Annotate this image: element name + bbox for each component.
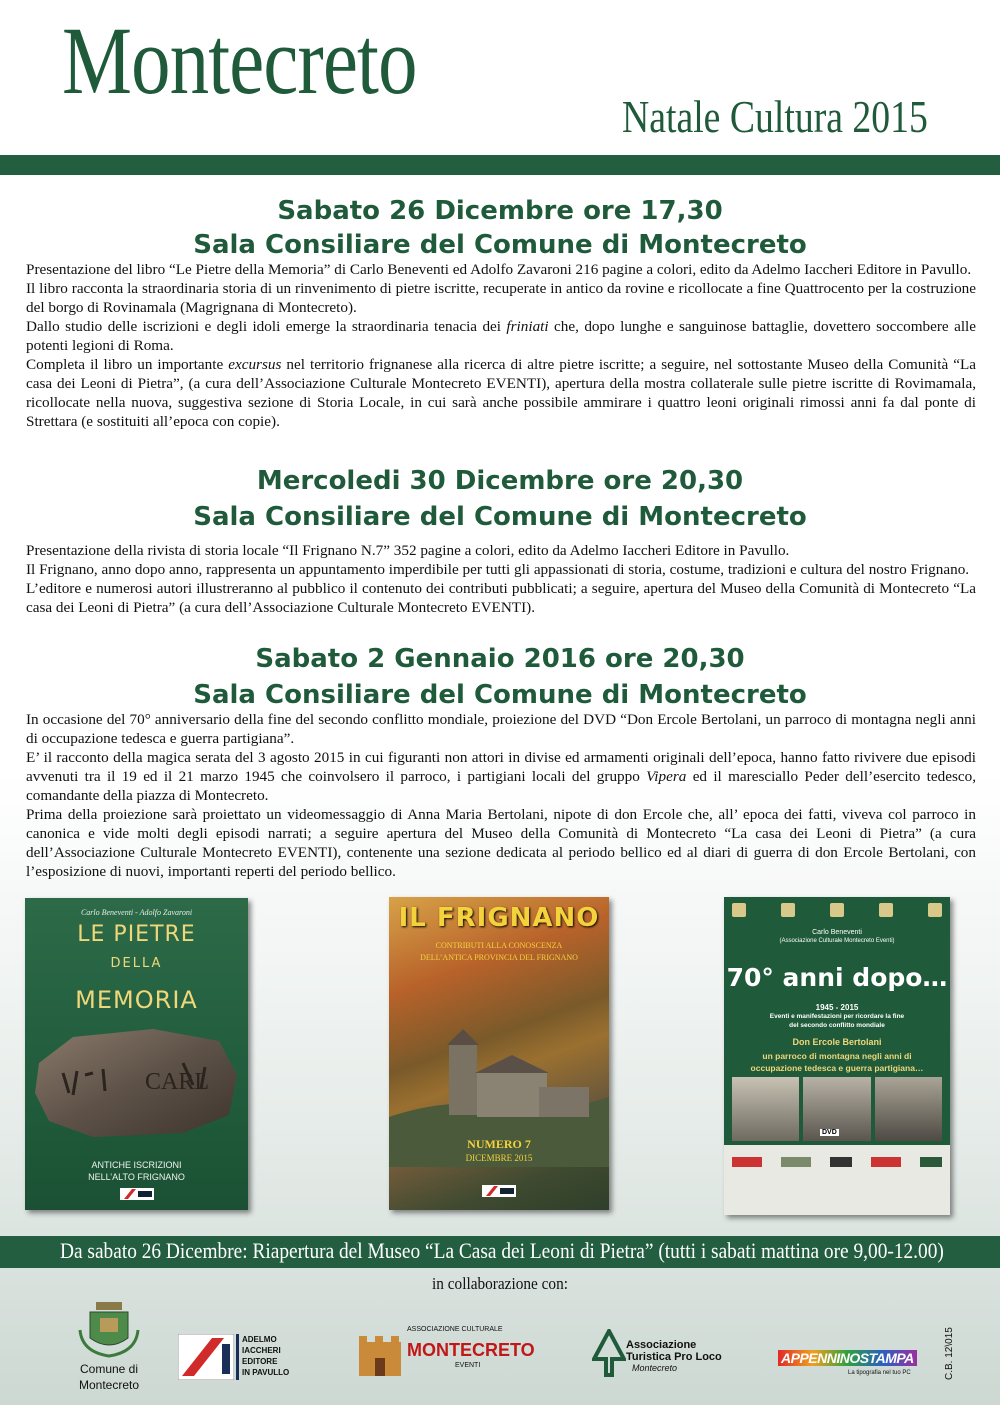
partner-comune-montecreto — [72, 1300, 146, 1396]
event-1-venue: Sala Consiliare del Comune di Montecreto — [193, 230, 807, 260]
sponsor-logo-row — [732, 1153, 942, 1171]
book-cover-le-pietre-della-memoria — [25, 898, 248, 1210]
cover-authors: Carlo Beneventi - Adolfo Zavaroni — [80, 908, 193, 917]
event-3-date: Sabato 2 Gennaio 2016 ore 20,30 — [255, 644, 745, 674]
cover-author: Carlo Beneventi — [812, 929, 862, 936]
event-2-paragraph: Presentazione della rivista di storia locale “Il Frignano N.7” 352 pagine a colori, edito da Adelmo Iaccheri Editore in Pavullo. — [26, 542, 790, 559]
partner-label: EDITORE — [242, 1357, 278, 1366]
cover-title-line: DELLA — [110, 956, 163, 971]
crest-icon — [928, 903, 942, 917]
event-3-paragraph: E’ il racconto della magica serata del 3 agosto 2015 in cui figuranti non attori in divise ed armamenti originali dell’epoca, hanno fatto rivivere due episodi avvenuti tra il 19 ed il 21 marzo 1945 che coinvolsero il parroco, i partigiani locali del gruppo Vipera ed il maresciallo Peder dell’esercito tedesco, comandante della piazza di Montecreto. — [26, 749, 976, 804]
sponsor-logo — [732, 1157, 762, 1167]
partner-label: Comune di — [79, 1362, 139, 1376]
photo — [732, 1077, 799, 1141]
partner-label: Montecreto — [632, 1363, 678, 1373]
partner-label: La tipografia nel tuo PC — [848, 1370, 911, 1376]
cover-description: occupazione tedesca e guerra partigiana… — [750, 1063, 924, 1073]
partner-label: MONTECRETO — [407, 1340, 535, 1360]
event-1-date: Sabato 26 Dicembre ore 17,30 — [277, 196, 723, 226]
event-3-paragraph: In occasione del 70° anniversario della fine del secondo conflitto mondiale, proiezione del DVD “Don Ercole Bertolani, un parroco di montagna negli anni di occupazione tedesca e guerra partigiana”. — [26, 711, 976, 747]
cover-title: IL FRIGNANO — [398, 903, 600, 933]
sponsor-logo — [871, 1157, 901, 1167]
cover-title: 70° anni dopo… — [726, 963, 948, 992]
print-code: C.B. 12\015 — [944, 1327, 955, 1380]
dvd-cover-70-anni-dopo — [724, 897, 950, 1215]
photo — [875, 1077, 942, 1141]
cover-issue-date: DICEMBRE 2015 — [465, 1153, 533, 1163]
crest-icon — [879, 903, 893, 917]
cover-subtitle: ANTICHE ISCRIZIONI — [91, 1160, 182, 1170]
museum-reopening-notice: Da sabato 26 Dicembre: Riapertura del Museo “La Casa dei Leoni di Pietra” (tutti i sabati mattina ore 9,00-12.00) — [60, 1238, 944, 1263]
cover-subtitle: del secondo conflitto mondiale — [789, 1022, 885, 1029]
sponsor-logo — [920, 1157, 942, 1167]
collaboration-label: in collaborazione con: — [432, 1274, 568, 1293]
crest-row — [732, 903, 942, 917]
publisher-mark-icon — [482, 1185, 516, 1197]
partner-associazione-montecreto-eventi — [355, 1326, 533, 1382]
stone-inscription: CARL — [145, 1069, 210, 1095]
poster-title: Montecreto — [62, 7, 417, 114]
book-cover-il-frignano — [389, 897, 609, 1210]
partner-label: Turistica Pro Loco — [626, 1351, 722, 1363]
crest-icon — [830, 903, 844, 917]
cover-issue-number: NUMERO 7 — [467, 1137, 531, 1151]
cover-title-line: LE PIETRE — [77, 922, 196, 947]
event-1-paragraph: Presentazione del libro “Le Pietre della Memoria” di Carlo Beneventi ed Adolfo Zavaroni 216 pagine a colori, edito da Adelmo Iaccheri Editore in Pavullo. — [26, 261, 972, 278]
event-3-venue: Sala Consiliare del Comune di Montecreto — [193, 680, 807, 710]
castle-logo-icon — [355, 1332, 405, 1376]
partner-label: ASSOCIAZIONE CULTURALE — [407, 1326, 503, 1333]
event-1-description — [26, 260, 976, 431]
cover-description: un parroco di montagna negli anni di — [762, 1051, 912, 1061]
dvd-logo: DVD — [822, 1129, 837, 1136]
event-2-venue: Sala Consiliare del Comune di Montecreto — [193, 502, 807, 532]
event-2-paragraph: Il Frignano, anno dopo anno, rappresenta un appuntamento imperdibile per tutti gli appassionati di storia, costume, tradizioni e cultura del nostro Frignano. — [26, 561, 970, 578]
partner-label: ADELMO — [242, 1335, 277, 1344]
cover-title-line: MEMORIA — [75, 986, 198, 1014]
event-1-paragraph: Il libro racconta la straordinaria storia di un rinvenimento di pietre iscritte, recuperate in antico da rovine e ricollocate a fine Quattrocento per la costruzione del borgo di Rovinamala (Magrignana di Montecreto). — [26, 280, 976, 316]
partner-pro-loco-montecreto — [592, 1325, 732, 1381]
partner-label: Montecreto — [78, 1378, 140, 1392]
event-1-paragraph: Dallo studio delle iscrizioni e degli idoli emerge la straordinaria tenacia dei friniati che, dopo lunghe e sanguinose battaglie, dovettero soccombere alle potenti legioni di Roma. — [26, 318, 976, 354]
cover-subtitle: NELL’ALTO FRIGNANO — [88, 1172, 185, 1182]
event-2-description — [26, 541, 976, 617]
cover-subtitle: CONTRIBUTI ALLA CONOSCENZA — [435, 941, 563, 950]
partner-appenninostampa — [778, 1350, 928, 1380]
crest-icon — [732, 903, 746, 917]
event-3-paragraph: Prima della proiezione sarà proiettato un videomessaggio di Anna Maria Bertolani, nipote di don Ercole che, all’ epoca dei fatti, viveva col parroco in canonica e vide molti degli episodi narrati; a seguire apertura del Museo della Comunità di Montecreto “La casa dei Leoni di Pietra” (a cura dell’Associazione Culturale Montecreto EVENTI), contenente una sezione dedicata al periodo bellico ed al diari di guerra di don Ercole Bertolani, con l’esposizione di nuovi, importanti reperti del periodo bellico. — [26, 806, 976, 880]
event-1-paragraph: Completa il libro un importante excursus nel territorio frignanese alla ricerca di altre pietre iscritte; a seguire, nel sottostante Museo della Comunità “La casa dei Leoni di Pietra”, (a cura dell’Associazione Culturale Montecreto EVENTI), apertura della mostra collaterale sulle pietre iscritte di Rovimamala, ricollocate nella nuova, suggestiva sezione di Storia Locale, in cui sarà anche possibile ammirare i quattro leoni originali rimossi anni fa dal ponte di Strettara (e sostituiti all’epoca con copie). — [26, 356, 976, 430]
sponsor-logo — [781, 1157, 811, 1167]
poster-subtitle: Natale Cultura 2015 — [622, 91, 928, 142]
divider — [236, 1334, 239, 1380]
cover-person-name: Don Ercole Bertolani — [792, 1037, 882, 1047]
crest-icon — [781, 903, 795, 917]
partner-label: IN PAVULLO — [242, 1368, 290, 1377]
header-divider-bar — [0, 155, 1000, 175]
partner-label: APPENNINOSTAMPA — [778, 1350, 917, 1366]
cover-years: 1945 - 2015 — [815, 1003, 859, 1012]
comune-crest-icon — [72, 1300, 146, 1360]
sponsor-logo — [830, 1157, 852, 1167]
publisher-mark-icon — [120, 1188, 154, 1200]
event-2-paragraph: L’editore e numerosi autori illustreranno al pubblico il contenuto dei contributi pubblicati; a seguire, apertura del Museo della Comunità di Montecreto “La casa dei Leoni di Pietra” (a cura dell’Associazione Culturale Montecreto EVENTI). — [26, 580, 976, 616]
event-3-description — [26, 710, 976, 881]
partner-label: IACCHERI — [242, 1346, 281, 1355]
event-2-date: Mercoledi 30 Dicembre ore 20,30 — [256, 466, 744, 496]
cover-subtitle: Eventi e manifestazioni per ricordare la fine — [769, 1013, 905, 1020]
partner-adelmo-iaccheri-editore — [178, 1334, 300, 1380]
tree-logo-icon — [592, 1329, 626, 1377]
partner-label: EVENTI — [455, 1362, 481, 1369]
cover-association: (Associazione Culturale Montecreto Eventi) — [779, 938, 895, 944]
cover-subtitle: DELL’ANTICA PROVINCIA DEL FRIGNANO — [420, 953, 578, 962]
iaccheri-logo-icon — [178, 1334, 234, 1380]
inscribed-stone-image — [33, 1023, 241, 1143]
partner-label: Associazione — [626, 1339, 697, 1351]
